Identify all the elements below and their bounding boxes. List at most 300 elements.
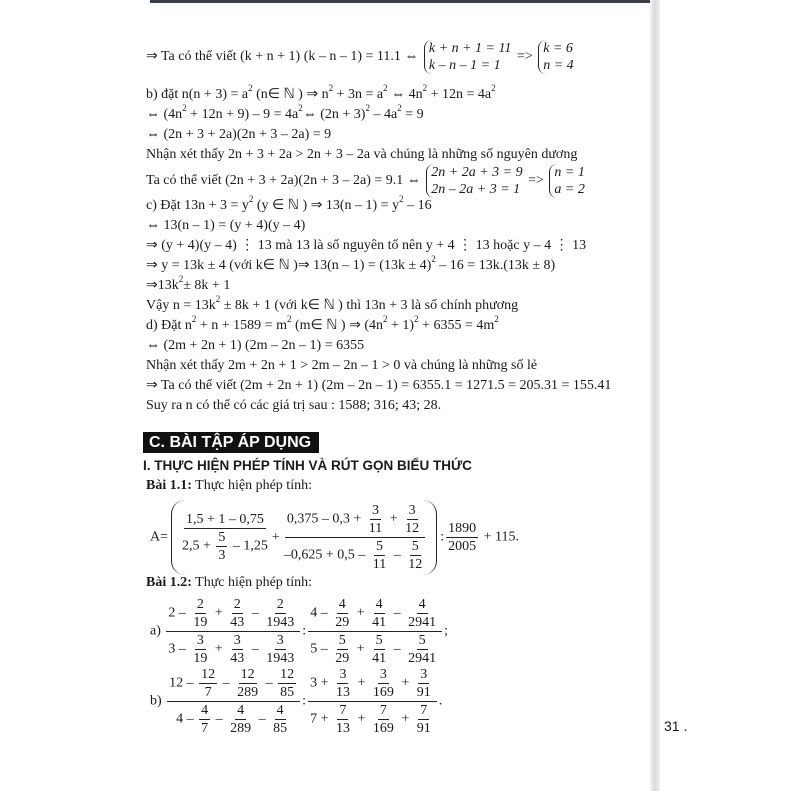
denominator	[415, 720, 433, 737]
numerator	[235, 702, 246, 720]
fraction	[216, 529, 227, 564]
fraction	[199, 666, 217, 701]
math-text: 3	[420, 667, 428, 682]
fraction	[282, 502, 428, 573]
solution-line	[146, 357, 537, 375]
fraction	[180, 511, 270, 564]
math-text: b)	[150, 693, 166, 709]
solution-line	[146, 237, 586, 255]
math-text: ⇒ (y + 4)(y – 4) ⋮ 13 mà 13 là số nguyên tố nên y + 4 ⋮ 13 hoặc y – 4 ⋮ 13	[146, 238, 587, 253]
math-text: 13	[335, 685, 350, 700]
superscript: 2	[182, 103, 187, 113]
numerator	[199, 666, 217, 684]
math-text: 2	[196, 597, 204, 612]
fraction	[406, 632, 438, 667]
solution-line	[146, 377, 611, 395]
formula-a	[150, 500, 519, 575]
exercise-part-b	[150, 666, 442, 737]
math-text: ⇒ Ta có thể viết (k + n + 1) (k – n – 1) = 11.1 ⇔	[146, 49, 422, 65]
math-text: 2	[276, 597, 284, 612]
numerator	[195, 632, 206, 650]
fraction	[199, 702, 210, 737]
math-text: 4 –	[176, 711, 198, 727]
fraction	[406, 596, 438, 631]
fraction	[167, 666, 300, 737]
superscript: 2	[397, 103, 402, 113]
math-text: – 1,25	[229, 538, 268, 554]
math-text: 3 +	[310, 675, 332, 691]
equation-system-brace	[538, 40, 573, 74]
math-text: 3	[408, 503, 416, 518]
fraction	[334, 702, 352, 737]
numerator	[446, 520, 478, 538]
math-text: + 12n + 9) – 9 = 4a	[186, 107, 299, 122]
math-text: 12 –	[169, 675, 198, 691]
math-text: 1,5 + 1 – 0,75	[186, 512, 264, 527]
solution-line	[146, 337, 364, 355]
math-text: =>	[524, 173, 548, 189]
math-text: ± 8k + 1	[183, 278, 231, 293]
math-text: Nhận xét thấy 2m + 2n + 1 > 2m – 2n – 1 > 0 và chúng là những số lẻ	[146, 358, 538, 373]
equation-system-brace	[426, 164, 522, 198]
math-text: 5	[418, 633, 426, 648]
numerator	[374, 596, 385, 614]
superscript: 2	[491, 83, 496, 93]
exercise-prompt: Thực hiện phép tính:	[191, 575, 312, 590]
math-text: (m∈ ℕ ) ⇒ (4n	[291, 318, 383, 333]
denominator	[371, 720, 396, 737]
superscript: 2	[248, 194, 254, 204]
math-text: :	[440, 529, 445, 545]
superscript: 2	[215, 294, 221, 304]
math-text: ⇔ (2n + 3 + 2a)(2n + 3 – 2a) = 9	[146, 127, 332, 142]
denominator	[406, 650, 438, 667]
math-text: –	[248, 605, 263, 621]
math-text: –	[262, 675, 277, 691]
solution-line	[146, 194, 432, 215]
math-text: 3	[379, 667, 387, 682]
fraction	[415, 666, 433, 701]
denominator	[415, 684, 433, 701]
math-text: 2005	[448, 539, 477, 554]
denominator	[264, 650, 296, 667]
math-text: 12	[408, 557, 423, 572]
denominator	[406, 556, 424, 573]
math-text: 2 –	[168, 605, 190, 621]
math-text: ⇔ 4n	[387, 87, 423, 102]
solution-line	[146, 294, 519, 315]
fraction	[191, 632, 209, 667]
math-text: + 6355 = 4m	[418, 318, 495, 333]
math-text: –	[390, 605, 405, 621]
numerator	[278, 666, 296, 684]
superscript: 2	[365, 103, 370, 113]
math-text: 43	[230, 651, 245, 666]
math-text: + 3n = a	[333, 87, 384, 102]
page-edge-shadow	[650, 0, 660, 791]
numerator	[337, 596, 348, 614]
numerator	[374, 538, 385, 556]
math-text: +	[211, 605, 227, 621]
equation-system-brace	[549, 164, 584, 198]
fraction	[367, 502, 384, 537]
math-text: 4	[237, 703, 245, 718]
math-text: +	[211, 641, 227, 657]
solution-line	[146, 40, 576, 74]
denominator	[334, 684, 352, 701]
math-text: 4	[418, 597, 426, 612]
fraction	[264, 596, 296, 631]
math-text: Suy ra n có thể có các giá trị sau : 1588; 316; 43; 28.	[146, 398, 442, 413]
math-text: –	[390, 641, 405, 657]
superscript: 2	[399, 194, 404, 204]
section-title: C. BÀI TẬP ÁP DỤNG	[143, 432, 319, 453]
solution-line	[146, 83, 496, 104]
fraction	[191, 596, 209, 631]
math-text: ⇒13k	[146, 278, 179, 293]
math-text: ⇔ 13(n – 1) = (y + 4)(y – 4)	[146, 218, 306, 233]
math-text: 7	[420, 703, 428, 718]
math-text: 3	[276, 633, 284, 648]
superscript: 2	[422, 83, 428, 93]
equation: n = 4	[543, 58, 574, 73]
numerator	[232, 596, 243, 614]
math-text: 4 –	[310, 605, 332, 621]
math-text: –	[219, 675, 234, 691]
denominator	[216, 547, 227, 564]
numerator	[308, 596, 442, 632]
math-text: 12	[240, 667, 255, 682]
math-text: 13	[335, 721, 350, 736]
superscript: 2	[383, 83, 388, 93]
math-text: 19	[193, 651, 208, 666]
fraction	[446, 520, 478, 555]
denominator	[271, 720, 289, 737]
math-text: 3	[372, 503, 380, 518]
math-text: 5	[411, 539, 419, 554]
denominator	[282, 538, 428, 573]
denominator	[264, 614, 296, 631]
fraction	[271, 702, 289, 737]
equation: 2n + 2a + 3 = 9	[431, 165, 523, 180]
subsection-title: I. THỰC HIỆN PHÉP TÍNH VÀ RÚT GỌN BIỂU THỨC	[143, 458, 472, 473]
solution-line	[146, 164, 587, 198]
math-text: (n∈ ℕ ) ⇒ n	[252, 87, 329, 102]
page-number-mark: .	[683, 718, 688, 734]
math-text: d) Đặt n	[146, 318, 192, 333]
fraction	[228, 702, 253, 737]
math-text: 169	[372, 685, 394, 700]
math-text: 43	[230, 615, 245, 630]
math-text: –	[255, 711, 270, 727]
math-text: 0,375 – 0,3 +	[286, 511, 365, 527]
math-text: 12	[201, 667, 216, 682]
numerator	[239, 666, 257, 684]
math-text: :	[302, 623, 307, 639]
math-text: +	[397, 675, 413, 691]
superscript: 2	[248, 83, 253, 93]
exercise-part-a	[150, 596, 448, 667]
fraction	[403, 502, 421, 537]
denominator	[308, 632, 442, 667]
denominator	[228, 720, 253, 737]
math-text: 5	[338, 633, 346, 648]
page-number-value: 31	[664, 718, 680, 734]
superscript: 2	[191, 314, 197, 324]
equation: k – n – 1 = 1	[428, 58, 501, 73]
denominator	[333, 614, 351, 631]
numerator	[285, 502, 425, 538]
numerator	[374, 632, 385, 650]
numerator	[407, 502, 418, 520]
math-text: 2941	[408, 651, 437, 666]
superscript: 2	[414, 314, 419, 324]
math-text: c) Đặt 13n + 3 = y	[146, 198, 249, 213]
math-text: Nhận xét thấy 2n + 3 + 2a > 2n + 3 – 2a và chúng là những số nguyên dương	[146, 147, 578, 162]
numerator	[195, 596, 206, 614]
fraction	[308, 596, 442, 667]
fraction	[228, 632, 246, 667]
math-text: 85	[273, 721, 288, 736]
math-text: 5 –	[310, 641, 332, 657]
math-text: 3 –	[168, 641, 190, 657]
math-text: 1943	[266, 651, 295, 666]
solution-line	[146, 397, 441, 415]
math-text: +	[271, 529, 280, 545]
exercise-1-2-heading	[146, 575, 312, 591]
numerator	[199, 702, 210, 720]
fraction	[370, 596, 388, 631]
math-text: – 16	[403, 198, 432, 213]
solution-line	[146, 274, 231, 295]
numerator	[184, 511, 266, 529]
numerator	[232, 632, 243, 650]
math-text: +	[353, 605, 369, 621]
superscript: 2	[431, 254, 436, 264]
fraction	[166, 596, 300, 667]
math-text: 7	[201, 721, 209, 736]
solution-line	[146, 103, 424, 124]
numerator	[308, 666, 437, 702]
denominator	[370, 650, 388, 667]
math-text: A=	[150, 529, 169, 545]
math-text: 2941	[408, 615, 437, 630]
solution-line	[146, 217, 305, 235]
math-text: +	[353, 675, 369, 691]
math-text: 4	[375, 597, 383, 612]
math-text: 7	[379, 703, 387, 718]
denominator	[235, 684, 260, 701]
math-text: 3	[218, 548, 226, 563]
math-text: ⇒ Ta có thể viết (2m + 2n + 1) (2m – 2n – 1) = 6355.1 = 1271.5 = 205.31 = 155.41	[146, 378, 612, 393]
page-number	[664, 718, 687, 734]
equation: k = 6	[543, 41, 573, 56]
fraction	[370, 632, 388, 667]
math-text: 2,5 +	[182, 538, 215, 554]
math-text: – 4a	[369, 107, 398, 122]
superscript: 2	[494, 314, 499, 324]
denominator	[406, 614, 438, 631]
denominator	[371, 684, 396, 701]
math-text: Ta có thể viết (2n + 3 + 2a)(2n + 3 – 2a) = 9.1 ⇔	[146, 173, 425, 189]
denominator	[403, 520, 421, 537]
math-text: +	[397, 711, 413, 727]
numerator	[216, 529, 227, 547]
math-text: 91	[416, 685, 431, 700]
numerator	[275, 632, 286, 650]
math-text: 5	[375, 633, 383, 648]
math-text: 4	[276, 703, 284, 718]
math-text: –	[390, 547, 405, 563]
numerator	[417, 596, 428, 614]
denominator	[370, 614, 388, 631]
exercise-1-1-heading	[146, 478, 312, 494]
denominator	[180, 529, 270, 564]
numerator	[410, 538, 421, 556]
denominator	[199, 720, 210, 737]
numerator	[418, 702, 429, 720]
math-text: –	[248, 641, 263, 657]
math-text: 3	[233, 633, 241, 648]
numerator	[337, 632, 348, 650]
math-text: 19	[193, 615, 208, 630]
math-text: 3	[339, 667, 347, 682]
denominator	[203, 684, 214, 701]
denominator	[333, 650, 351, 667]
math-text: 4	[201, 703, 209, 718]
math-text: (y ∈ ℕ ) ⇒ 13(n – 1) = y	[253, 198, 400, 213]
math-text: 41	[372, 651, 387, 666]
math-text: +	[386, 511, 402, 527]
numerator	[337, 702, 348, 720]
fraction	[371, 538, 388, 573]
fraction	[415, 702, 433, 737]
numerator	[370, 502, 381, 520]
math-text: +	[353, 641, 369, 657]
fraction	[371, 666, 396, 701]
solution-line	[146, 314, 499, 335]
math-text: .	[438, 693, 443, 709]
denominator	[278, 684, 296, 701]
math-text: 12	[280, 667, 295, 682]
math-text: –0,625 + 0,5 –	[283, 547, 369, 563]
denominator	[174, 702, 293, 737]
math-text: + 115.	[480, 529, 519, 545]
math-text: ⇔ (4n	[146, 107, 183, 122]
denominator	[334, 720, 352, 737]
math-text: :	[302, 693, 307, 709]
math-text: 169	[372, 721, 394, 736]
equation: 2n – 2a + 3 = 1	[431, 182, 521, 197]
math-text: ⇒ y = 13k ± 4 (với k∈ ℕ )⇒ 13(n – 1) = (13k ± 4)	[146, 258, 432, 273]
denominator	[367, 520, 384, 537]
math-text: 7 +	[310, 711, 332, 727]
denominator	[308, 702, 437, 737]
math-text: + n + 1589 = m	[196, 318, 287, 333]
fraction	[334, 666, 352, 701]
denominator	[446, 538, 478, 555]
math-text: ⇔ (2n + 3)	[302, 107, 366, 122]
fraction	[228, 596, 246, 631]
math-text: – 16 = 13k.(13k ± 8)	[435, 258, 556, 273]
solution-line	[146, 254, 556, 275]
page-top-border	[150, 0, 660, 3]
fraction	[264, 632, 296, 667]
equation: n = 1	[554, 165, 585, 180]
math-text: 5	[375, 539, 383, 554]
superscript: 2	[298, 103, 303, 113]
math-text: 11	[372, 557, 387, 572]
denominator	[228, 650, 246, 667]
math-text: 41	[372, 615, 387, 630]
math-text: 29	[335, 651, 350, 666]
fraction	[235, 666, 260, 701]
math-text: 1943	[266, 615, 295, 630]
parentheses	[171, 500, 437, 575]
math-text: + 12n = 4a	[427, 87, 492, 102]
math-text: Vậy n = 13k	[146, 298, 216, 313]
math-text: 4	[338, 597, 346, 612]
denominator	[371, 556, 388, 573]
math-text: 11	[368, 521, 383, 536]
math-text: 3	[196, 633, 204, 648]
math-text: = 9	[401, 107, 424, 122]
denominator	[191, 614, 209, 631]
denominator	[191, 650, 209, 667]
superscript: 2	[382, 314, 388, 324]
numerator	[275, 596, 286, 614]
math-text: 1890	[448, 521, 477, 536]
denominator	[228, 614, 246, 631]
math-text: ⇔ (2m + 2n + 1) (2m – 2n – 1) = 6355	[146, 338, 365, 353]
math-text: 7	[339, 703, 347, 718]
exercise-label: Bài 1.1:	[146, 478, 192, 493]
numerator	[378, 702, 389, 720]
superscript: 2	[328, 83, 334, 93]
math-text: + 1)	[387, 318, 415, 333]
exercise-prompt: Thực hiện phép tính:	[191, 478, 312, 493]
superscript: 2	[178, 274, 184, 284]
math-text: 85	[280, 685, 295, 700]
superscript: 2	[286, 314, 292, 324]
fraction	[278, 666, 296, 701]
math-text: +	[353, 711, 369, 727]
exercise-label: Bài 1.2:	[146, 575, 192, 590]
math-text: ± 8k + 1 (với k∈ ℕ ) thì 13n + 3 là số chính phương	[220, 298, 519, 313]
math-text: a)	[150, 623, 165, 639]
math-text: ;	[444, 623, 448, 639]
fraction	[308, 666, 437, 737]
numerator	[417, 632, 428, 650]
math-text: 12	[405, 521, 420, 536]
math-text: –	[212, 711, 227, 727]
math-text: 289	[237, 685, 259, 700]
solution-line	[146, 126, 331, 144]
equation: k + n + 1 = 11	[428, 41, 512, 56]
math-text: b) đặt n(n + 3) = a	[146, 87, 249, 102]
denominator	[166, 632, 300, 667]
numerator	[275, 702, 286, 720]
numerator	[167, 666, 300, 702]
solution-line	[146, 146, 577, 164]
fraction	[371, 702, 396, 737]
numerator	[337, 666, 348, 684]
fraction	[333, 596, 351, 631]
math-text: 91	[416, 721, 431, 736]
math-text: 29	[335, 615, 350, 630]
math-text: 7	[204, 685, 212, 700]
numerator	[378, 666, 389, 684]
